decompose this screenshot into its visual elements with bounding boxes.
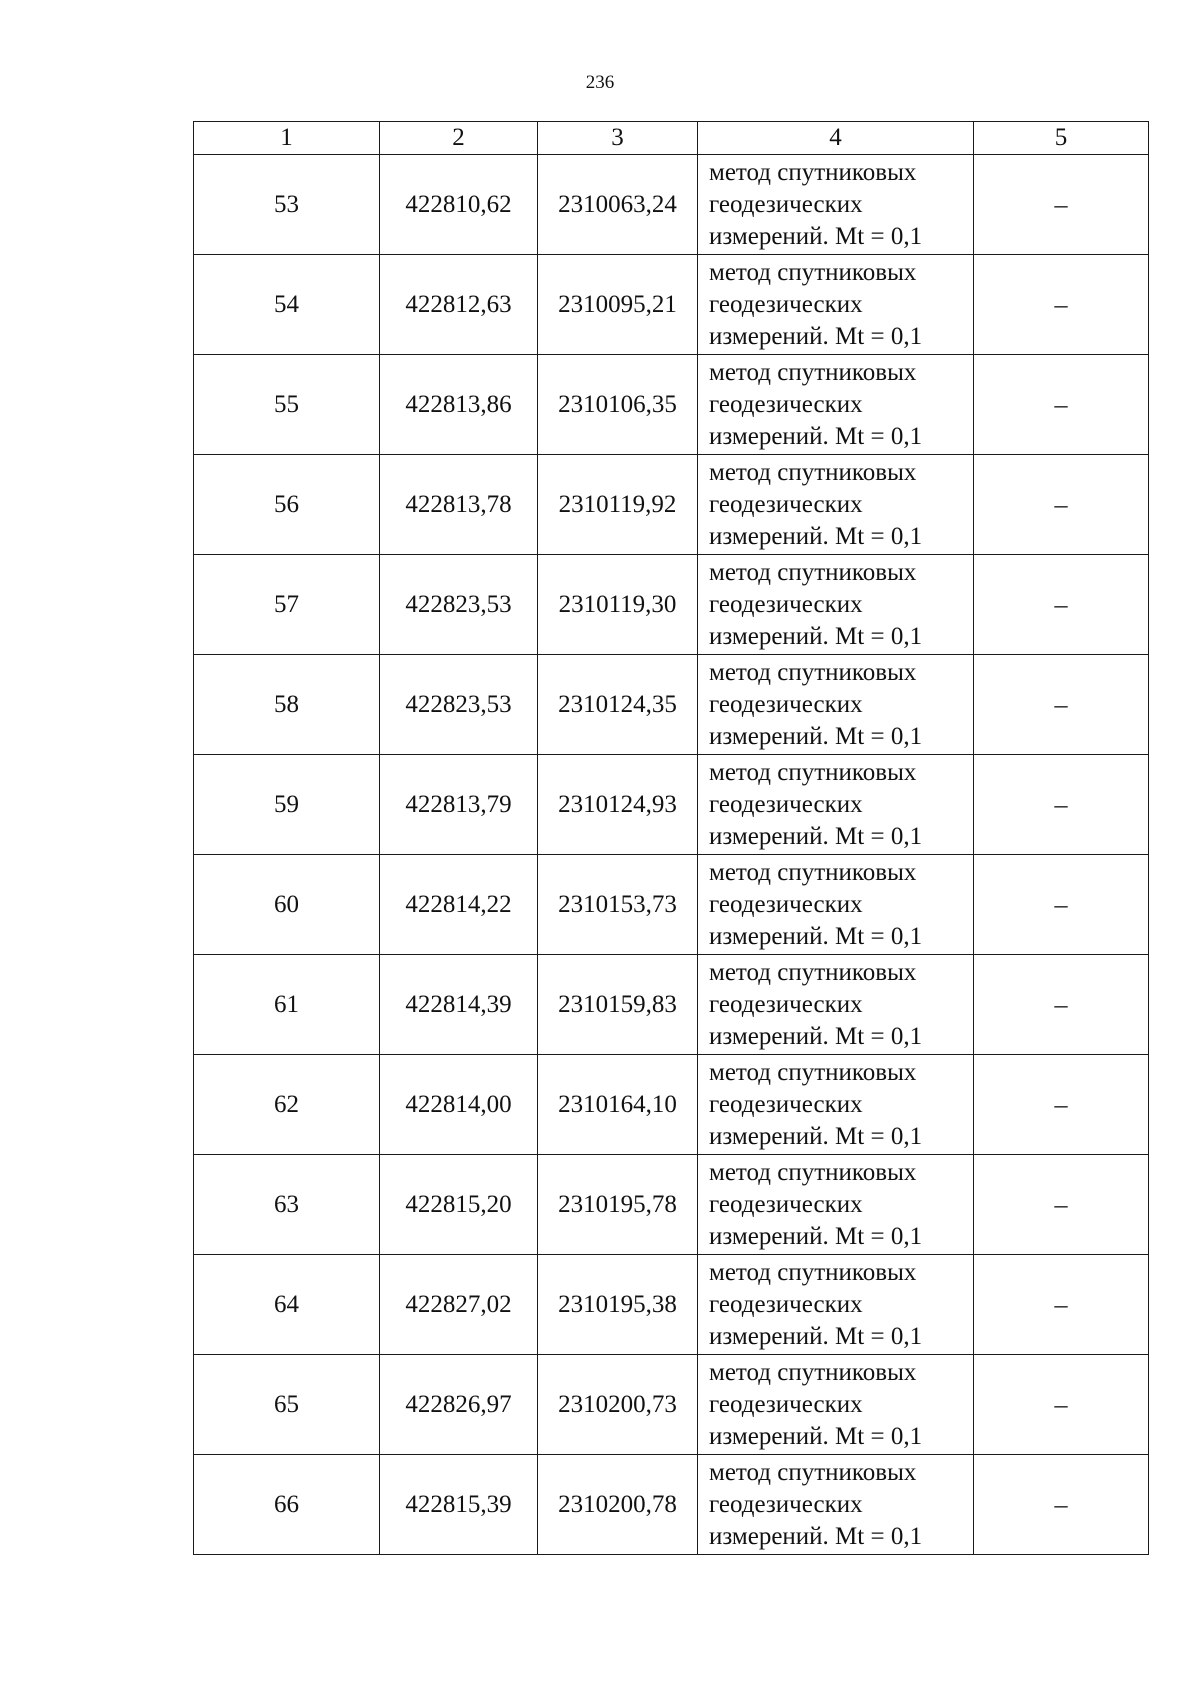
note-cell: – <box>974 1155 1149 1255</box>
coord-x-cell: 422823,53 <box>380 655 538 755</box>
note-cell: – <box>974 655 1149 755</box>
method-line: измерений. Mt = 0,1 <box>709 1122 923 1150</box>
note-cell: – <box>974 555 1149 655</box>
method-cell <box>698 855 974 955</box>
point-number-cell: 62 <box>194 1055 380 1155</box>
coord-y-cell: 2310164,10 <box>538 1055 698 1155</box>
coord-y-cell: 2310200,78 <box>538 1455 698 1555</box>
note-cell: – <box>974 1355 1149 1455</box>
method-line: измерений. Mt = 0,1 <box>709 922 923 950</box>
page-number: 236 <box>585 72 615 93</box>
coord-x-cell: 422815,20 <box>380 1155 538 1255</box>
coord-x-cell: 422814,39 <box>380 955 538 1055</box>
note-cell: – <box>974 1455 1149 1555</box>
method-line: метод спутниковых <box>709 358 917 386</box>
header-col-5: 5 <box>974 122 1149 155</box>
table-row <box>194 255 1149 355</box>
method-cell <box>698 1455 974 1555</box>
table-row <box>194 855 1149 955</box>
note-cell: – <box>974 855 1149 955</box>
table-row <box>194 155 1149 255</box>
method-line: геодезических <box>709 890 863 918</box>
method-line: метод спутниковых <box>709 158 917 186</box>
coord-x-cell: 422814,00 <box>380 1055 538 1155</box>
header-col-4: 4 <box>698 122 974 155</box>
coord-y-cell: 2310095,21 <box>538 255 698 355</box>
method-line: метод спутниковых <box>709 1358 917 1386</box>
method-line: метод спутниковых <box>709 658 917 686</box>
coord-x-cell: 422813,78 <box>380 455 538 555</box>
coord-y-cell: 2310106,35 <box>538 355 698 455</box>
method-cell <box>698 155 974 255</box>
method-line: геодезических <box>709 190 863 218</box>
method-line: метод спутниковых <box>709 1058 917 1086</box>
note-cell: – <box>974 955 1149 1055</box>
method-cell <box>698 755 974 855</box>
method-line: метод спутниковых <box>709 258 917 286</box>
method-cell <box>698 1055 974 1155</box>
method-line: измерений. Mt = 0,1 <box>709 722 923 750</box>
method-line: измерений. Mt = 0,1 <box>709 222 923 250</box>
coord-x-cell: 422814,22 <box>380 855 538 955</box>
method-line: измерений. Mt = 0,1 <box>709 1322 923 1350</box>
point-number-cell: 54 <box>194 255 380 355</box>
coord-x-cell: 422826,97 <box>380 1355 538 1455</box>
method-line: геодезических <box>709 790 863 818</box>
note-cell: – <box>974 355 1149 455</box>
point-number-cell: 66 <box>194 1455 380 1555</box>
method-line: измерений. Mt = 0,1 <box>709 1422 923 1450</box>
note-cell: – <box>974 1055 1149 1155</box>
method-line: геодезических <box>709 290 863 318</box>
coordinates-table <box>193 121 1149 1555</box>
header-col-1: 1 <box>194 122 380 155</box>
point-number-cell: 57 <box>194 555 380 655</box>
point-number-cell: 59 <box>194 755 380 855</box>
coord-y-cell: 2310200,73 <box>538 1355 698 1455</box>
method-line: геодезических <box>709 990 863 1018</box>
point-number-cell: 61 <box>194 955 380 1055</box>
coord-y-cell: 2310195,38 <box>538 1255 698 1355</box>
method-line: метод спутниковых <box>709 558 917 586</box>
method-cell <box>698 1155 974 1255</box>
method-cell <box>698 555 974 655</box>
method-line: метод спутниковых <box>709 958 917 986</box>
coord-y-cell: 2310124,93 <box>538 755 698 855</box>
method-line: метод спутниковых <box>709 1458 917 1486</box>
method-line: измерений. Mt = 0,1 <box>709 622 923 650</box>
table-row <box>194 555 1149 655</box>
method-line: геодезических <box>709 1490 863 1518</box>
method-line: измерений. Mt = 0,1 <box>709 1222 923 1250</box>
coord-x-cell: 422827,02 <box>380 1255 538 1355</box>
point-number-cell: 65 <box>194 1355 380 1455</box>
header-col-2: 2 <box>380 122 538 155</box>
method-cell <box>698 1255 974 1355</box>
table-row <box>194 755 1149 855</box>
coord-y-cell: 2310119,30 <box>538 555 698 655</box>
point-number-cell: 58 <box>194 655 380 755</box>
method-cell <box>698 955 974 1055</box>
method-line: измерений. Mt = 0,1 <box>709 422 923 450</box>
point-number-cell: 63 <box>194 1155 380 1255</box>
point-number-cell: 53 <box>194 155 380 255</box>
table-row <box>194 1355 1149 1455</box>
table-row <box>194 1155 1149 1255</box>
table-row <box>194 1455 1149 1555</box>
method-line: геодезических <box>709 1390 863 1418</box>
table-row <box>194 355 1149 455</box>
method-line: измерений. Mt = 0,1 <box>709 822 923 850</box>
coord-x-cell: 422823,53 <box>380 555 538 655</box>
table-row <box>194 455 1149 555</box>
point-number-cell: 64 <box>194 1255 380 1355</box>
note-cell: – <box>974 255 1149 355</box>
method-line: геодезических <box>709 390 863 418</box>
method-line: геодезических <box>709 1090 863 1118</box>
table-row <box>194 655 1149 755</box>
method-cell <box>698 255 974 355</box>
method-line: измерений. Mt = 0,1 <box>709 522 923 550</box>
note-cell: – <box>974 155 1149 255</box>
coord-x-cell: 422812,63 <box>380 255 538 355</box>
method-line: геодезических <box>709 590 863 618</box>
coord-x-cell: 422813,79 <box>380 755 538 855</box>
coord-y-cell: 2310124,35 <box>538 655 698 755</box>
method-line: метод спутниковых <box>709 1158 917 1186</box>
table-row <box>194 955 1149 1055</box>
header-col-3: 3 <box>538 122 698 155</box>
method-cell <box>698 655 974 755</box>
coord-y-cell: 2310195,78 <box>538 1155 698 1255</box>
method-line: геодезических <box>709 1290 863 1318</box>
method-line: геодезических <box>709 1190 863 1218</box>
method-line: геодезических <box>709 690 863 718</box>
method-line: геодезических <box>709 490 863 518</box>
coord-y-cell: 2310159,83 <box>538 955 698 1055</box>
method-line: метод спутниковых <box>709 858 917 886</box>
coord-y-cell: 2310119,92 <box>538 455 698 555</box>
method-line: метод спутниковых <box>709 1258 917 1286</box>
method-cell <box>698 455 974 555</box>
method-line: метод спутниковых <box>709 458 917 486</box>
point-number-cell: 60 <box>194 855 380 955</box>
table-body <box>194 155 1149 1555</box>
method-line: метод спутниковых <box>709 758 917 786</box>
method-line: измерений. Mt = 0,1 <box>709 322 923 350</box>
method-line: измерений. Mt = 0,1 <box>709 1022 923 1050</box>
coord-x-cell: 422815,39 <box>380 1455 538 1555</box>
coord-x-cell: 422810,62 <box>380 155 538 255</box>
coord-y-cell: 2310063,24 <box>538 155 698 255</box>
coord-y-cell: 2310153,73 <box>538 855 698 955</box>
method-cell <box>698 1355 974 1455</box>
point-number-cell: 55 <box>194 355 380 455</box>
method-line: измерений. Mt = 0,1 <box>709 1522 923 1550</box>
table-header-row <box>194 122 1149 155</box>
note-cell: – <box>974 455 1149 555</box>
note-cell: – <box>974 1255 1149 1355</box>
table-row <box>194 1055 1149 1155</box>
method-cell <box>698 355 974 455</box>
coord-x-cell: 422813,86 <box>380 355 538 455</box>
note-cell: – <box>974 755 1149 855</box>
table-row <box>194 1255 1149 1355</box>
point-number-cell: 56 <box>194 455 380 555</box>
